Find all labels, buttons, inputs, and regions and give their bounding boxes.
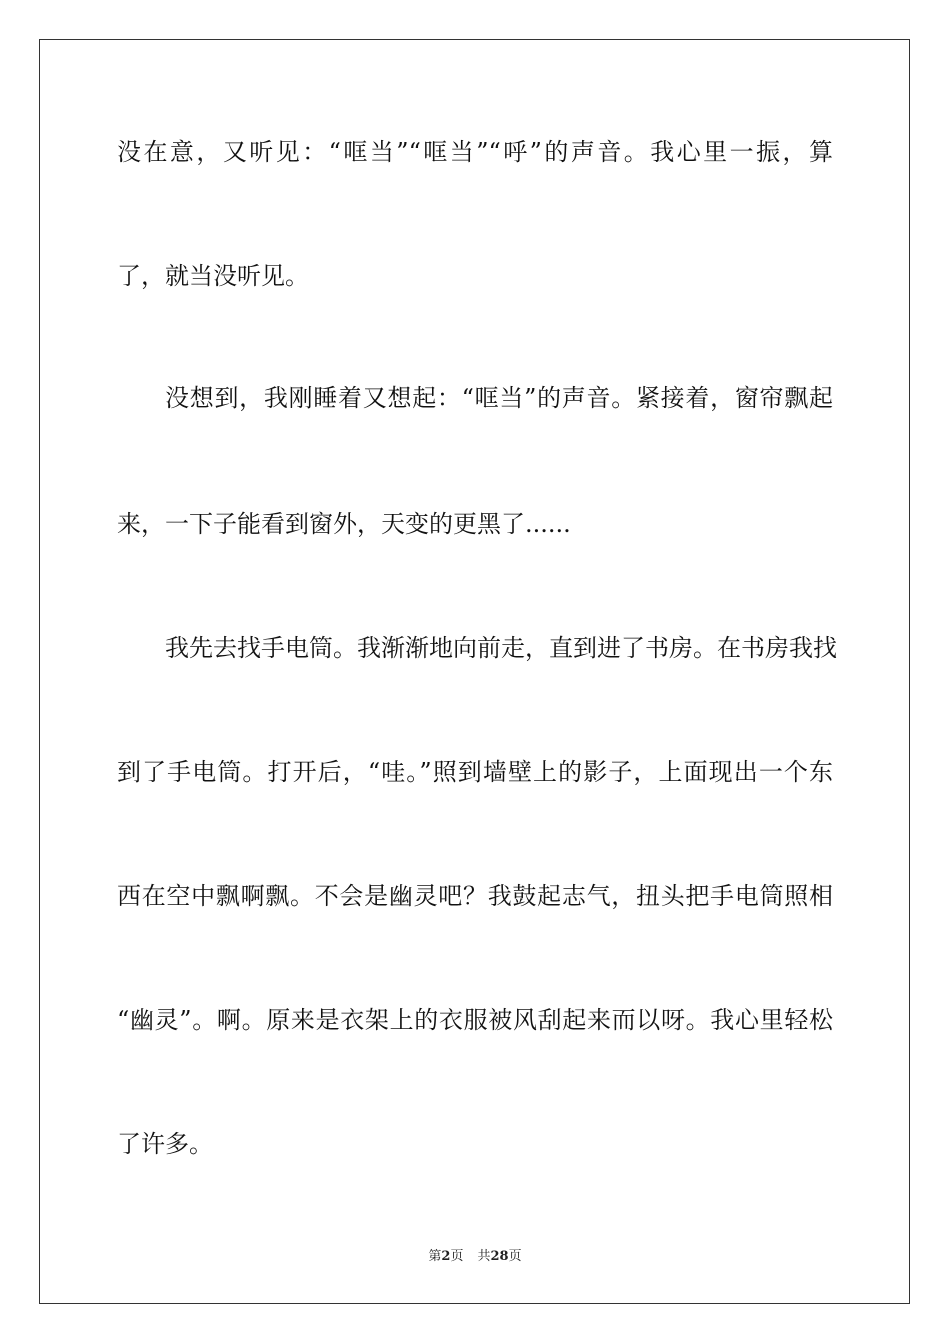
paragraph-line: 了许多。	[117, 1130, 213, 1158]
paragraph-line: 来，一下子能看到窗外，天变的更黑了......	[117, 510, 571, 538]
total-pages: 28	[490, 1249, 509, 1264]
paragraph-line: 西在空中飘啊飘。不会是幽灵吧？我鼓起志气，扭头把手电筒照相	[117, 882, 833, 910]
paragraph-line: 到了手电筒。打开后，“哇。”照到墙壁上的影子，上面现出一个东	[117, 758, 833, 786]
total-suffix: 页	[508, 1249, 522, 1264]
page-prefix: 第	[428, 1249, 442, 1264]
paragraph-line: “幽灵”。啊。原来是衣架上的衣服被风刮起来而以呀。我心里轻松	[117, 1006, 833, 1034]
page-suffix: 页	[450, 1249, 464, 1264]
page-number: 2	[441, 1249, 451, 1264]
total-prefix: 共	[477, 1249, 491, 1264]
paragraph-line: 没在意，又听见：“哐当”“哐当”“呼”的声音。我心里一振，算	[117, 138, 833, 166]
page-footer	[0, 1248, 950, 1266]
page-border	[39, 39, 910, 1304]
paragraph-line: 我先去找手电筒。我渐渐地向前走，直到进了书房。在书房我找	[165, 634, 837, 662]
paragraph-line: 了，就当没听见。	[117, 262, 309, 290]
paragraph-line: 没想到，我刚睡着又想起：“哐当”的声音。紧接着，窗帘飘起	[165, 384, 833, 412]
